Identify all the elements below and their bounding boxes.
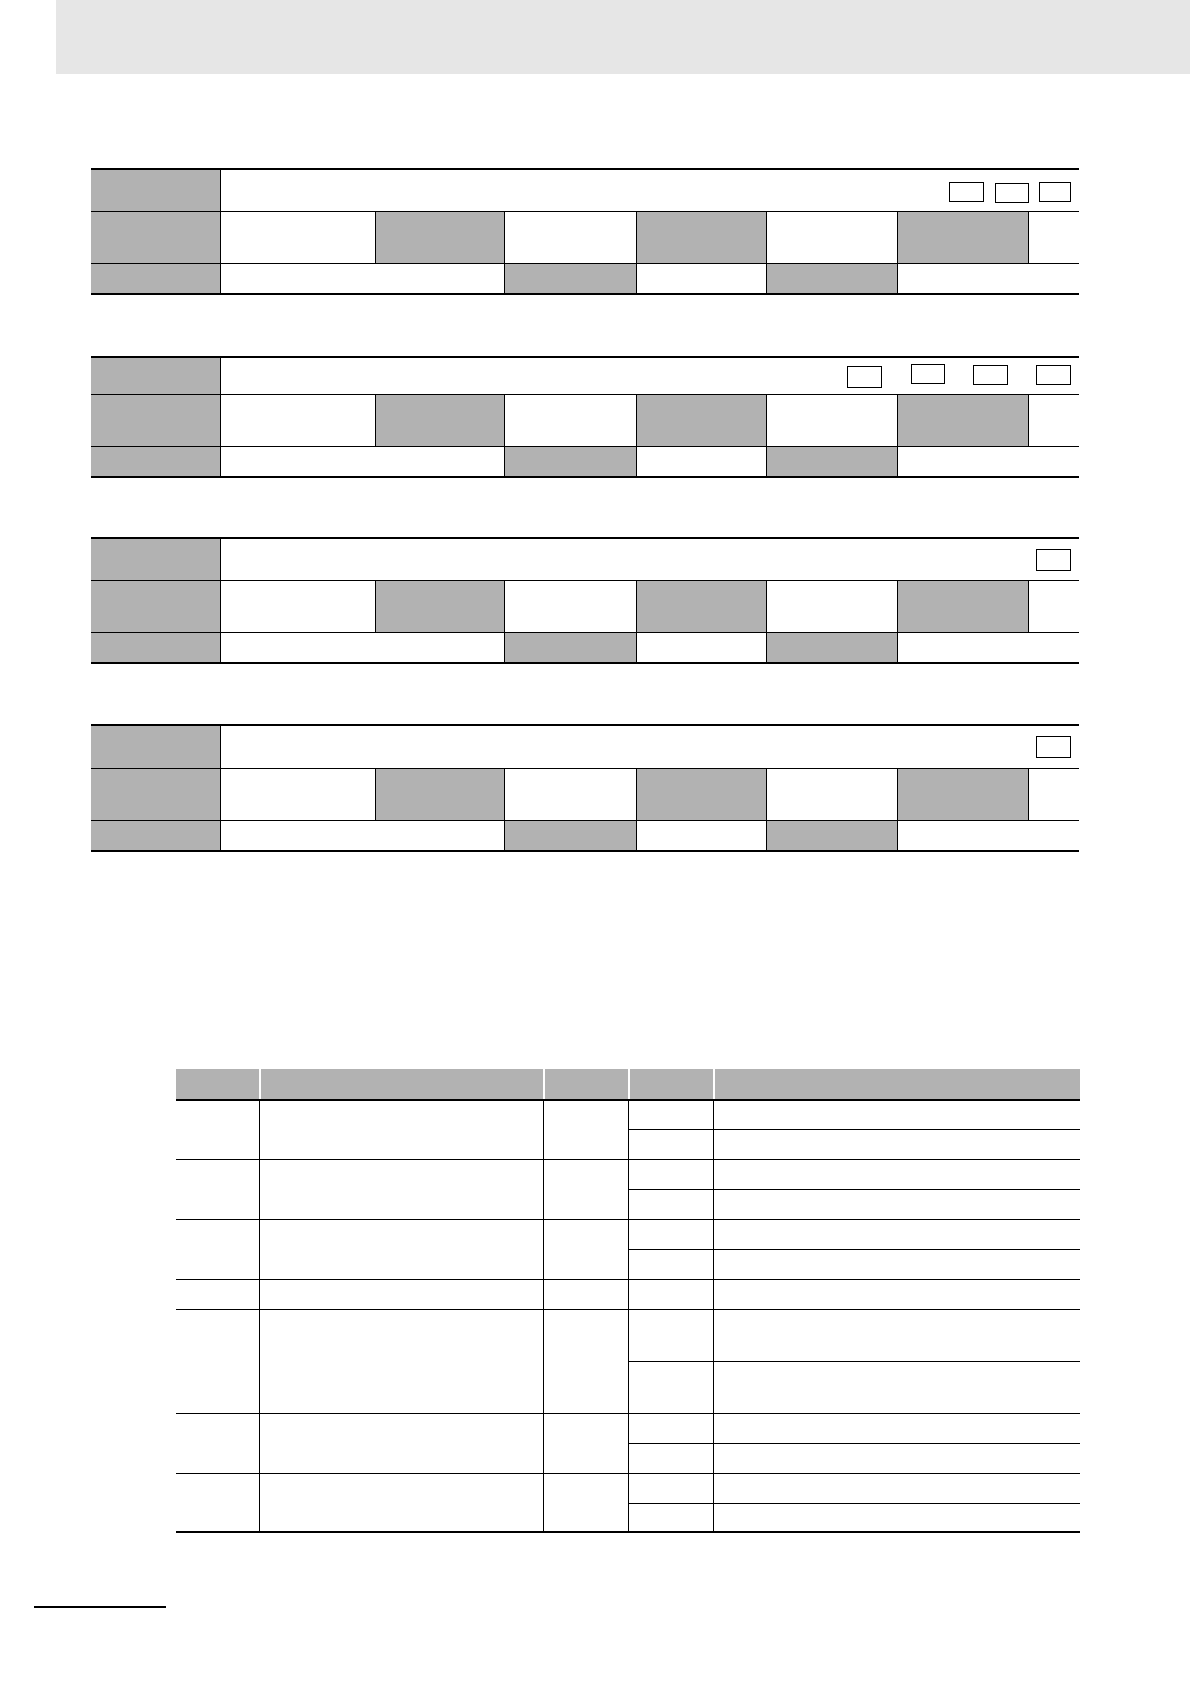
- mode-indicator-box: [1036, 365, 1071, 385]
- attribute-label-cell: [504, 632, 636, 662]
- power-off-label-cell: [897, 768, 1028, 820]
- table-row: [628, 1503, 1080, 1504]
- table-row: [628, 1361, 1080, 1362]
- mode-indicator-box: [1036, 549, 1071, 571]
- mode-indicator-box: [973, 365, 1008, 385]
- divider: [766, 580, 767, 662]
- index-label-cell: [766, 820, 897, 850]
- rule: [91, 211, 1079, 212]
- parameter-block-2: [91, 356, 1079, 480]
- column-divider: [628, 1100, 629, 1532]
- rule: [91, 168, 1079, 170]
- divider: [504, 394, 505, 476]
- parameter-block-4: [91, 724, 1079, 852]
- rule: [91, 394, 1079, 395]
- parameter-block-3: [91, 537, 1079, 665]
- divider: [220, 356, 221, 476]
- rule: [91, 768, 1079, 769]
- divider: [897, 580, 898, 662]
- table-row: [628, 1129, 1080, 1130]
- page-header-band: [56, 0, 1190, 74]
- divider: [1028, 394, 1029, 446]
- setting-range-label-cell: [91, 211, 220, 263]
- footer-rule: [34, 1606, 166, 1608]
- parameter-block-1: [91, 168, 1079, 296]
- type-label-cell: [91, 820, 220, 850]
- rule: [91, 446, 1079, 447]
- power-off-label-cell: [897, 394, 1028, 446]
- divider: [220, 168, 221, 293]
- unit-label-cell: [375, 580, 504, 632]
- header-divider: [259, 1069, 261, 1099]
- header-divider: [628, 1069, 630, 1099]
- divider: [1028, 211, 1029, 263]
- rule: [91, 293, 1079, 295]
- rule: [91, 662, 1079, 664]
- mode-indicator-box: [911, 364, 945, 384]
- rule: [91, 476, 1079, 478]
- mode-indicator-box: [995, 183, 1029, 203]
- table-row: [628, 1443, 1080, 1444]
- default-label-cell: [636, 768, 766, 820]
- param-number-cell: [91, 537, 220, 580]
- unit-label-cell: [375, 768, 504, 820]
- mode-indicator-box: [1036, 736, 1071, 758]
- index-label-cell: [766, 263, 897, 293]
- divider: [504, 580, 505, 662]
- divider: [375, 211, 376, 263]
- divider: [375, 768, 376, 820]
- divider: [220, 724, 221, 850]
- attribute-label-cell: [504, 263, 636, 293]
- power-off-label-cell: [897, 580, 1028, 632]
- mode-indicator-box: [847, 366, 882, 388]
- mode-indicator-box: [1039, 182, 1071, 202]
- divider: [636, 580, 637, 662]
- divider: [766, 768, 767, 850]
- divider: [375, 580, 376, 632]
- type-label-cell: [91, 446, 220, 476]
- setting-range-label-cell: [91, 768, 220, 820]
- rule: [91, 724, 1079, 726]
- unit-label-cell: [375, 211, 504, 263]
- default-label-cell: [636, 394, 766, 446]
- column-divider: [713, 1100, 714, 1532]
- divider: [766, 394, 767, 476]
- divider: [897, 394, 898, 476]
- divider: [636, 394, 637, 476]
- divider: [897, 211, 898, 293]
- rule: [91, 537, 1079, 539]
- divider: [504, 211, 505, 293]
- param-number-cell: [91, 356, 220, 394]
- divider: [220, 537, 221, 662]
- detail-table: [176, 1069, 1080, 1531]
- divider: [636, 211, 637, 293]
- attribute-label-cell: [504, 446, 636, 476]
- divider: [766, 211, 767, 293]
- param-number-cell: [91, 168, 220, 211]
- attribute-label-cell: [504, 820, 636, 850]
- index-label-cell: [766, 446, 897, 476]
- column-divider: [259, 1100, 260, 1532]
- rule: [91, 580, 1079, 581]
- unit-label-cell: [375, 394, 504, 446]
- param-number-cell: [91, 724, 220, 768]
- type-label-cell: [91, 263, 220, 293]
- default-label-cell: [636, 580, 766, 632]
- divider: [897, 768, 898, 850]
- default-label-cell: [636, 211, 766, 263]
- setting-range-label-cell: [91, 394, 220, 446]
- header-divider: [543, 1069, 545, 1099]
- type-label-cell: [91, 632, 220, 662]
- divider: [636, 768, 637, 850]
- header-divider: [713, 1069, 715, 1099]
- table-row: [628, 1189, 1080, 1190]
- setting-range-label-cell: [91, 580, 220, 632]
- mode-indicator-box: [949, 182, 984, 202]
- rule: [91, 850, 1079, 852]
- power-off-label-cell: [897, 211, 1028, 263]
- divider: [375, 394, 376, 446]
- divider: [1028, 580, 1029, 632]
- rule: [91, 632, 1079, 633]
- index-label-cell: [766, 632, 897, 662]
- rule: [91, 356, 1079, 358]
- rule: [91, 263, 1079, 264]
- rule: [91, 820, 1079, 821]
- divider: [1028, 768, 1029, 820]
- table-row: [628, 1249, 1080, 1250]
- divider: [504, 768, 505, 850]
- column-divider: [543, 1100, 544, 1532]
